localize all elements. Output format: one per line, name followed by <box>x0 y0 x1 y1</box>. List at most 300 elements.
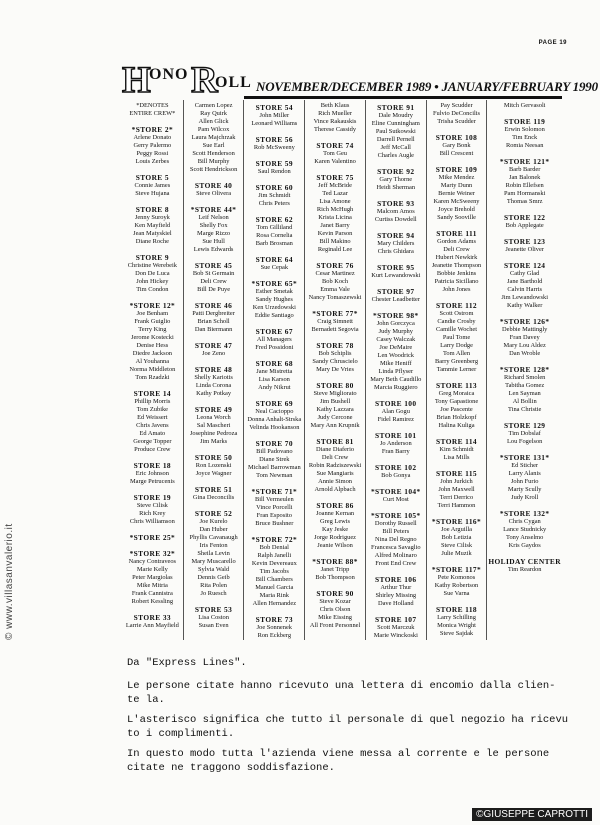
roster-entry: Larrie Ann Mayfield <box>125 622 179 629</box>
roster-spacer <box>123 166 182 172</box>
roster-spacer <box>306 582 364 588</box>
roster-spacer <box>245 608 303 614</box>
roster-entry: Tom Allen <box>442 350 471 357</box>
roster-spacer <box>306 254 364 260</box>
roster-entry: Robert Kessling <box>131 598 174 605</box>
roster-entry: Lance Studnicky <box>503 526 547 533</box>
store-heading: STORE 5 <box>135 173 169 182</box>
store-heading: STORE 56 <box>255 135 293 144</box>
roster-entry: Janet Tripp <box>320 566 350 573</box>
roster-entry: Arlene Donato <box>133 134 172 141</box>
roster-entry: Jerome Kostecki <box>130 334 174 341</box>
honor-roll-logo <box>122 60 252 101</box>
roster-entry: Phyllis Cavanaugh <box>189 534 238 541</box>
roster-entry: Jo Ruesch <box>200 590 227 597</box>
roster-entry: Kay Jeske <box>322 526 349 533</box>
roster-entry: Joyce Wagner <box>195 470 232 477</box>
roster-entry: Darrell Pernell <box>376 136 415 143</box>
store-heading: *STORE 116* <box>431 517 482 526</box>
store-heading: *STORE 126* <box>499 317 550 326</box>
roster-entry: Ron Lozenski <box>195 462 232 469</box>
roster-entry: Mary Beth Caudillo <box>370 376 422 383</box>
roster-entry: Larry Dodge <box>440 342 473 349</box>
roster-spacer <box>185 398 243 404</box>
roster-entry: Kevin Parson <box>317 230 353 237</box>
roster-entry: Terri Hammon <box>437 502 476 509</box>
roster-entry: Esther Smetak <box>255 288 293 295</box>
roster-spacer <box>367 392 425 398</box>
logo-letters-ono: ONO <box>149 66 189 83</box>
roster-entry: Dan Biermann <box>194 326 233 333</box>
roster-entry: Len Woodrick <box>377 352 415 359</box>
roster-entry: Bob St Germain <box>192 270 235 277</box>
roster-entry: Scott Ostrom <box>439 310 474 317</box>
roster-entry: Patricia Sicillano <box>434 278 479 285</box>
roster-entry: Chester Leadbetter <box>371 296 421 303</box>
store-heading: STORE 48 <box>194 365 233 374</box>
store-heading: *STORE 32* <box>129 549 176 558</box>
store-heading: STORE 107 <box>375 615 417 624</box>
roster-entry: Chris Olson <box>319 606 351 613</box>
roster-entry: Janet Barry <box>320 222 350 229</box>
roster-entry: Chris Javens <box>136 422 169 429</box>
roster-spacer <box>306 134 364 140</box>
store-heading: STORE 73 <box>255 615 293 624</box>
roster-spacer <box>367 424 425 430</box>
roster-spacer <box>123 198 182 204</box>
roster-entry: Craig Simnett <box>317 318 353 325</box>
store-heading: *STORE 105* <box>370 511 421 520</box>
store-heading: STORE 111 <box>436 229 477 238</box>
roster-entry: Al Youhanna <box>135 358 170 365</box>
roster-spacer <box>488 310 561 316</box>
roster-entry: Joe Arguilla <box>441 526 472 533</box>
roster-entry: Jane Mistretta <box>256 368 293 375</box>
logo-letter-r: R <box>191 60 218 101</box>
roster-spacer <box>428 374 486 380</box>
roster-entry: Kathy Lazzara <box>316 406 354 413</box>
roster-entry: Mike Heniff <box>379 360 412 367</box>
roster-entry: Heidi Sherman <box>376 184 416 191</box>
roster-entry: Susan Even <box>198 622 229 629</box>
roster-entry: Frank Guiglio <box>134 318 171 325</box>
roster-spacer <box>185 174 243 180</box>
store-heading: *STORE 12* <box>129 301 176 310</box>
roster-column <box>426 100 487 640</box>
roster-entry: Bob Letizia <box>441 534 472 541</box>
roster-entry: Lisa Karson <box>258 376 290 383</box>
roster-spacer <box>306 494 364 500</box>
roster-entry: Leif Nelson <box>198 214 229 221</box>
logo-letter-h: H <box>122 60 151 101</box>
roster-entry: Jeff McCall <box>380 144 411 151</box>
store-heading: STORE 114 <box>435 437 478 446</box>
roster-entry: Leona Worch <box>196 414 231 421</box>
roster-spacer <box>367 256 425 262</box>
store-heading: STORE 49 <box>194 405 233 414</box>
roster-entry: Eline Cunningham <box>371 120 420 127</box>
roster-entry: Lewis Edwards <box>193 246 234 253</box>
store-heading: STORE 50 <box>194 453 233 462</box>
roster-entry: Richard Smolen <box>504 374 546 381</box>
store-heading: STORE 109 <box>435 165 478 174</box>
store-heading: *STORE 25* <box>129 533 176 542</box>
roster-spacer <box>245 432 303 438</box>
roster-spacer <box>488 550 561 556</box>
roster-entry: George Topper <box>133 438 172 445</box>
roster-entry: Marty Scully <box>507 486 542 493</box>
roster-entry: Robin Ellefsen <box>505 182 544 189</box>
roster-entry: Ken Mayfield <box>134 222 171 229</box>
roster-spacer <box>123 526 182 532</box>
store-heading: STORE 62 <box>255 215 293 224</box>
roster-entry: Fran Barry <box>381 448 410 455</box>
store-heading: *STORE 65* <box>251 279 298 288</box>
roster-entry: Vince Porcelli <box>256 504 293 511</box>
roster-entry: Kathy Walker <box>506 302 543 309</box>
roster-spacer <box>428 462 486 468</box>
store-heading: STORE 92 <box>377 167 415 176</box>
roster-entry: Kurt Lewandowski <box>371 272 421 279</box>
roster-entry: Larry Alanis <box>508 470 541 477</box>
roster-spacer <box>488 414 561 420</box>
roster-entry: Shelly Fox <box>199 222 228 229</box>
roster-entry: Pay Scudder <box>440 102 473 109</box>
source-note: Da "Express Lines". <box>127 657 247 669</box>
roster-entry: Ralph Janelli <box>257 552 292 559</box>
roster-entry: Gina Deconcilis <box>192 494 235 501</box>
store-heading: STORE 59 <box>255 159 293 168</box>
roster-column <box>365 100 426 640</box>
roster-spacer <box>185 446 243 452</box>
roster-column <box>486 100 562 640</box>
roster-spacer <box>245 352 303 358</box>
roster-spacer <box>488 254 561 260</box>
store-heading: STORE 86 <box>316 501 354 510</box>
roster-spacer <box>306 166 364 172</box>
store-heading: STORE 52 <box>194 509 233 518</box>
roster-spacer <box>367 608 425 614</box>
store-heading: STORE 54 <box>255 103 293 112</box>
roster-entry: Chris Williamson <box>129 518 175 525</box>
roster-spacer <box>185 254 243 260</box>
roster-entry: Produce Crew <box>134 446 171 453</box>
roster-entry: Bill Padovano <box>256 448 293 455</box>
roster-entry: Bruce Bushner <box>255 520 294 527</box>
roster-entry: Therese Cassidy <box>314 126 357 133</box>
roster-spacer <box>123 294 182 300</box>
roster-entry: Jim Marks <box>200 438 228 445</box>
roster-entry: Carmen Lopez <box>194 102 233 109</box>
roster-entry: Eddie Santiago <box>254 312 294 319</box>
roster-entry: Tom Zubike <box>136 406 169 413</box>
store-heading: *STORE 117* <box>431 565 482 574</box>
roster-entry: Halina Kuliga <box>438 422 475 429</box>
roster-entry: Dennis Geib <box>197 574 230 581</box>
roster-entry: Diane Roche <box>135 238 169 245</box>
roster-spacer <box>306 334 364 340</box>
roster-entry: Laura Majchrzak <box>191 134 236 141</box>
masthead-rule <box>244 96 562 99</box>
roster-entry: Lisa Mills <box>443 454 470 461</box>
roster-entry: Judy Murphy <box>378 328 413 335</box>
roster-spacer <box>123 246 182 252</box>
roster-spacer <box>428 558 486 564</box>
roster-entry: Joyce Brehold <box>438 206 475 213</box>
roster-entry: Rob McSweeny <box>253 144 295 151</box>
roster-entry: Robin Radziszewski <box>308 462 362 469</box>
roster-entry: Bob Denial <box>259 544 289 551</box>
roster-entry: Emma Vale <box>320 286 350 293</box>
roster-entry: Jeanette Oliver <box>505 246 544 253</box>
roster-spacer <box>367 304 425 310</box>
roster-entry: Sal Mascheri <box>196 422 231 429</box>
roster-entry: Greg Moraica <box>438 390 475 397</box>
roster-entry: Christine Werebeik <box>127 262 177 269</box>
roster-entry: Deli Crew <box>443 246 470 253</box>
roster-entry: Fred Possidoni <box>255 344 294 351</box>
roster-entry: Jeanie Wilson <box>317 542 353 549</box>
roster-entry: Leonard Williams <box>251 120 298 127</box>
roster-entry: Marie Kelly <box>136 566 168 573</box>
roster-spacer <box>245 248 303 254</box>
roster-entry: Bob Schiplis <box>318 350 352 357</box>
roster-entry: Karen Valentino <box>314 158 356 165</box>
roster-entry: Kathy Potkay <box>196 390 232 397</box>
roster-entry: Sylvia Wald <box>198 566 230 573</box>
store-heading: STORE 19 <box>133 493 172 502</box>
roster-entry: Barb Barder <box>508 166 541 173</box>
roster-entry: John Jurkich <box>440 478 473 485</box>
roster-entry: John Jones <box>442 286 471 293</box>
roster-entry: Ray Quirk <box>200 110 227 117</box>
roster-entry: Linda Corona <box>195 382 232 389</box>
roster-entry: Mike Eissing <box>318 614 353 621</box>
roster-entry: Curt Most <box>382 496 409 503</box>
store-heading: STORE 68 <box>255 359 293 368</box>
roster-entry: John Hickey <box>136 278 169 285</box>
roster-spacer <box>488 358 561 364</box>
roster-entry: Ed Sticher <box>511 462 539 469</box>
roster-spacer <box>367 160 425 166</box>
store-heading: STORE 115 <box>435 469 478 478</box>
roster-entry: Sandy Chruscielo <box>312 358 358 365</box>
store-heading: STORE 76 <box>316 261 354 270</box>
roster-spacer <box>245 208 303 214</box>
roster-spacer <box>185 502 243 508</box>
roster-entry: Marie Winckoski <box>373 632 418 639</box>
roster-entry: Denise Hess <box>136 342 169 349</box>
roster-entry: Joanne Kernan <box>315 510 355 517</box>
store-heading: STORE 93 <box>377 199 415 208</box>
roster-entry: Tony Gapastione <box>434 398 479 405</box>
store-heading: STORE 118 <box>435 605 478 614</box>
roster-entry: Steve Hujana <box>135 190 170 197</box>
roster-entry: Scott Henderson <box>192 150 235 157</box>
roster-column <box>183 100 244 640</box>
roster-spacer <box>123 382 182 388</box>
roster-spacer <box>367 480 425 486</box>
roster-entry: Jenny Suroyk <box>134 214 170 221</box>
roster-entry: Julie Muzik <box>441 550 472 557</box>
roster-entry: Sue Varna <box>443 590 470 597</box>
typed-paragraph-2: L'asterisco significa che tutto il personale di quel negozio ha ricevu to i complimenti. <box>127 714 569 740</box>
roster-entry: Front End Crew <box>375 560 417 567</box>
roster-entry: Tony Anselmo <box>505 534 544 541</box>
roster-entry: Mary De Vries <box>316 366 354 373</box>
store-heading: STORE 106 <box>375 575 417 584</box>
roster-entry: Jorge Rodriguez <box>314 534 357 541</box>
roster-entry: Tim Enck <box>512 134 538 141</box>
roster-spacer <box>367 224 425 230</box>
roster-entry: Monica Wright <box>437 622 476 629</box>
roster-entry: Tim Jacobs <box>259 568 289 575</box>
roster-entry: Alfred Molinaro <box>374 552 417 559</box>
roster-entry: Frank Cannistra <box>131 590 173 597</box>
roster-spacer <box>245 392 303 398</box>
roster-entry: Tom Newman <box>256 472 293 479</box>
roster-entry: Tim Reardon <box>507 566 542 573</box>
roster-entry: Gary Thorne <box>379 176 413 183</box>
roster-entry: Jo Anderson <box>379 440 412 447</box>
store-heading: STORE 123 <box>503 237 546 246</box>
roster-entry: Donna Anhalt-Strska <box>247 416 302 423</box>
roster-entry: Sue Cepak <box>260 264 289 271</box>
roster-spacer <box>488 206 561 212</box>
roster-entry: Shirley Missing <box>375 592 417 599</box>
store-heading: STORE 46 <box>194 301 233 310</box>
store-heading: STORE 33 <box>133 613 172 622</box>
roster-entry: Alan Gogu <box>381 408 410 415</box>
roster-entry: Joe Sonnenek <box>256 624 292 631</box>
store-heading: STORE 113 <box>435 381 478 390</box>
roster-entry: Fran Davey <box>509 334 540 341</box>
roster-entry: Bill Crescent <box>439 150 474 157</box>
roster-entry: Ed Weissert <box>137 414 168 421</box>
roster-spacer <box>123 454 182 460</box>
store-heading: STORE 108 <box>435 133 478 142</box>
roster-entry: Michael Barrowman <box>247 464 301 471</box>
roster-entry: Mary Lou Aldez <box>503 342 546 349</box>
roster-entry: Nancy Tomaszewski <box>308 294 362 301</box>
store-heading: *STORE 72* <box>251 535 298 544</box>
roster-entry: Mary Ann Krupnik <box>310 422 360 429</box>
roster-entry: Judy Cercone <box>317 414 353 421</box>
roster-entry: Rosa Cornelia <box>256 232 293 239</box>
roster-entry: Jeanette Thompson <box>431 262 482 269</box>
roster-entry: Steve Kozar <box>319 598 351 605</box>
roster-entry: Joe Zeno <box>201 350 226 357</box>
roster-entry: Peter Margiolas <box>132 574 173 581</box>
store-heading: *STORE 104* <box>370 487 421 496</box>
roster-entry: Pam Hormanski <box>504 190 546 197</box>
roster-entry: Francesca Savaglio <box>371 544 421 551</box>
roster-entry: Dan Huber <box>199 526 228 533</box>
roster-entry: Barry Greenberg <box>435 358 479 365</box>
store-heading: *STORE 98* <box>373 311 419 320</box>
roster-entry: Len Sayman <box>508 390 541 397</box>
roster-entry: Rich Krey <box>139 510 166 517</box>
roster-entry: Jim Schmidt <box>258 192 291 199</box>
roster-entry: Linda Pflyser <box>378 368 414 375</box>
roster-entry: John Furio <box>510 478 539 485</box>
roster-entry: Romia Neesan <box>505 142 544 149</box>
roster-entry: Reginald Lee <box>317 246 353 253</box>
roster-entry: Dan Wroble <box>509 350 541 357</box>
roster-entry: Bernadett Segovia <box>311 326 359 333</box>
store-heading: STORE 67 <box>255 327 293 336</box>
issue-dates: NOVEMBER/DECEMBER 1989 • JANUARY/FEBRUARY 1990 <box>256 79 598 94</box>
roster-entry: Jane Barthold <box>507 278 543 285</box>
store-heading: STORE 53 <box>194 605 233 614</box>
roster-entry: Rich Mueller <box>318 110 352 117</box>
roster-column <box>122 100 183 640</box>
roster-spacer <box>245 320 303 326</box>
roster-entry: Judy Kroll <box>511 494 539 501</box>
store-heading: STORE 8 <box>135 205 169 214</box>
roster-entry: Paul Tome <box>442 334 471 341</box>
roster-entry: Brian Holzkopf <box>436 414 477 421</box>
roster-spacer <box>185 358 243 364</box>
store-heading: STORE 14 <box>133 389 172 398</box>
roster-entry: Mitch Gervasoli <box>503 102 546 109</box>
roster-entry: Hubert Newkirk <box>435 254 478 261</box>
roster-entry: Sandy Hughes <box>255 296 293 303</box>
roster-spacer <box>185 294 243 300</box>
roster-entry: Jean Matyskiel <box>133 230 172 237</box>
roster-entry: Kris Gaydos <box>508 542 541 549</box>
store-heading: STORE 9 <box>135 253 169 262</box>
roster-entry: Pam Wilcox <box>197 126 230 133</box>
roster-entry: Manuel Garcia <box>255 584 294 591</box>
roster-spacer <box>245 480 303 486</box>
roster-entry: Marcia Ruggiero <box>374 384 418 391</box>
roster-entry: Deli Crew <box>321 454 349 461</box>
roster-entry: Velinda Hookanson <box>249 424 300 431</box>
roster-spacer <box>488 446 561 452</box>
roster-entry: Jim Lewandowski <box>501 294 549 301</box>
store-heading: *STORE 2* <box>131 125 174 134</box>
roster-entry: All Managers <box>256 336 292 343</box>
roster-entry: Don De Luca <box>135 270 170 277</box>
roster-entry: Lisa Amone <box>319 198 351 205</box>
roster-entry: Pete Komonos <box>437 574 476 581</box>
roster-entry: Marty Dunn <box>440 182 473 189</box>
roster-spacer <box>428 222 486 228</box>
roster-entry: Iris Fenton <box>199 542 228 549</box>
roster-entry: Brian Scholl <box>197 318 230 325</box>
roster-spacer <box>428 598 486 604</box>
roster-entry: Saul Rendon <box>257 168 291 175</box>
roster-spacer <box>428 126 486 132</box>
roster-entry: Eric Johnson <box>135 470 169 477</box>
roster-entry: Bob Koch <box>322 278 349 285</box>
roster-spacer <box>185 334 243 340</box>
store-heading: HOLIDAY CENTER <box>488 557 561 566</box>
roster-entry: Gerry Palermo <box>133 142 172 149</box>
roster-entry: Scott Hendrickson <box>189 166 238 173</box>
photo-credit: ©GIUSEPPE CAPROTTI <box>472 808 592 821</box>
roster-entry: Gordon Adams <box>437 238 476 245</box>
roster-entry: Rich McHugh <box>316 206 354 213</box>
store-heading: *STORE 44* <box>190 205 237 214</box>
roster-spacer <box>185 198 243 204</box>
store-heading: *STORE 128* <box>499 365 550 374</box>
store-heading: STORE 102 <box>375 463 417 472</box>
roster-entry: Sue Hull <box>202 238 225 245</box>
roster-spacer <box>488 150 561 156</box>
roster-entry: Deli Crew <box>200 278 227 285</box>
